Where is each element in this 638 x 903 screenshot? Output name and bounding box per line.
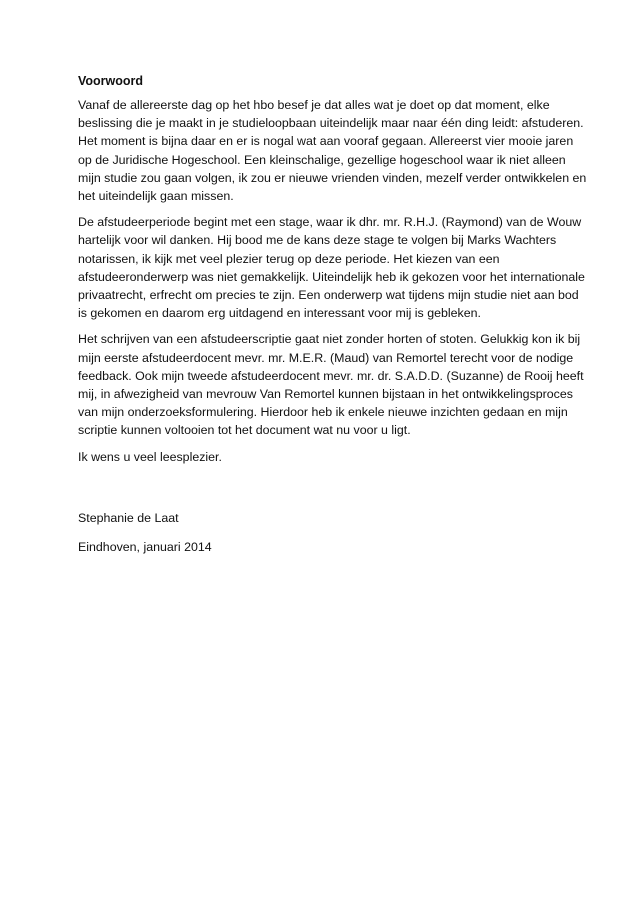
text-line: Het moment is bijna daar en er is nogal wat aan vooraf gegaan. Allereerst vier mooie jaren [78, 134, 574, 149]
text-line: privaatrecht, erfrecht om precies te zijn. Een onderwerp wat tijdens mijn studie niet aan bod [78, 288, 579, 303]
text-line: het uiteindelijk gaan missen. [78, 189, 234, 204]
text-line: afstudeeronderwerp was niet gemakkelijk. Uiteindelijk heb ik gekozen voor het internationale [78, 269, 585, 284]
page-title: Voorwoord [78, 74, 144, 88]
document-page [78, 72, 587, 556]
place-and-date: Eindhoven, januari 2014 [78, 539, 212, 554]
text-line: notarissen, ik kijk met veel plezier terug op deze periode. Het kiezen van een [78, 251, 500, 266]
author-signature: Stephanie de Laat [78, 510, 179, 525]
text-line: mijn eerste afstudeerdocent mevr. mr. M.E.R. (Maud) van Remortel terecht voor de nodige [78, 350, 574, 365]
paragraph-1 [78, 96, 587, 205]
text-line: op de Juridische Hogeschool. Een kleinschalige, gezellige hogeschool waar ik niet alleen [78, 152, 566, 167]
text-line: van mijn onderzoeksformulering. Hierdoor heb ik enkele nieuwe inzichten gedaan en mijn [78, 405, 568, 420]
paragraph-3 [78, 330, 584, 439]
text-line: is gekomen en daarom erg uitdagend en interessant voor mij is gebleken. [78, 306, 481, 321]
text-line: mij, in afwezigheid van mevrouw Van Remortel kunnen bijstaan in het ontwikkelingsproces [78, 387, 573, 402]
paragraph-2 [78, 213, 585, 322]
text-line: De afstudeerperiode begint met een stage, waar ik dhr. mr. R.H.J. (Raymond) van de Wouw [78, 215, 582, 230]
text-line: mijn studie zou gaan volgen, ik zou er nieuwe vrienden vinden, mezelf verder ontwikkelen en [78, 170, 587, 185]
text-line: beslissing die je maakt in je studieloopbaan uiteindelijk maar naar één ding leidt: afstuderen. [78, 116, 584, 131]
closing-greeting: Ik wens u veel leesplezier. [78, 449, 222, 464]
text-line: feedback. Ook mijn tweede afstudeerdocent mevr. mr. dr. S.A.D.D. (Suzanne) de Rooij heeft [78, 368, 584, 383]
text-line: Het schrijven van een afstudeerscriptie gaat niet zonder horten of stoten. Gelukkig kon ik bij [78, 332, 581, 347]
text-line: Vanaf de allereerste dag op het hbo besef je dat alles wat je doet op dat moment, elke [78, 98, 550, 112]
text-line: hartelijk voor wil danken. Hij bood me de kans deze stage te volgen bij Marks Wachters [78, 233, 557, 248]
text-line: scriptie kunnen voltooien tot het document wat nu voor u ligt. [78, 423, 411, 438]
